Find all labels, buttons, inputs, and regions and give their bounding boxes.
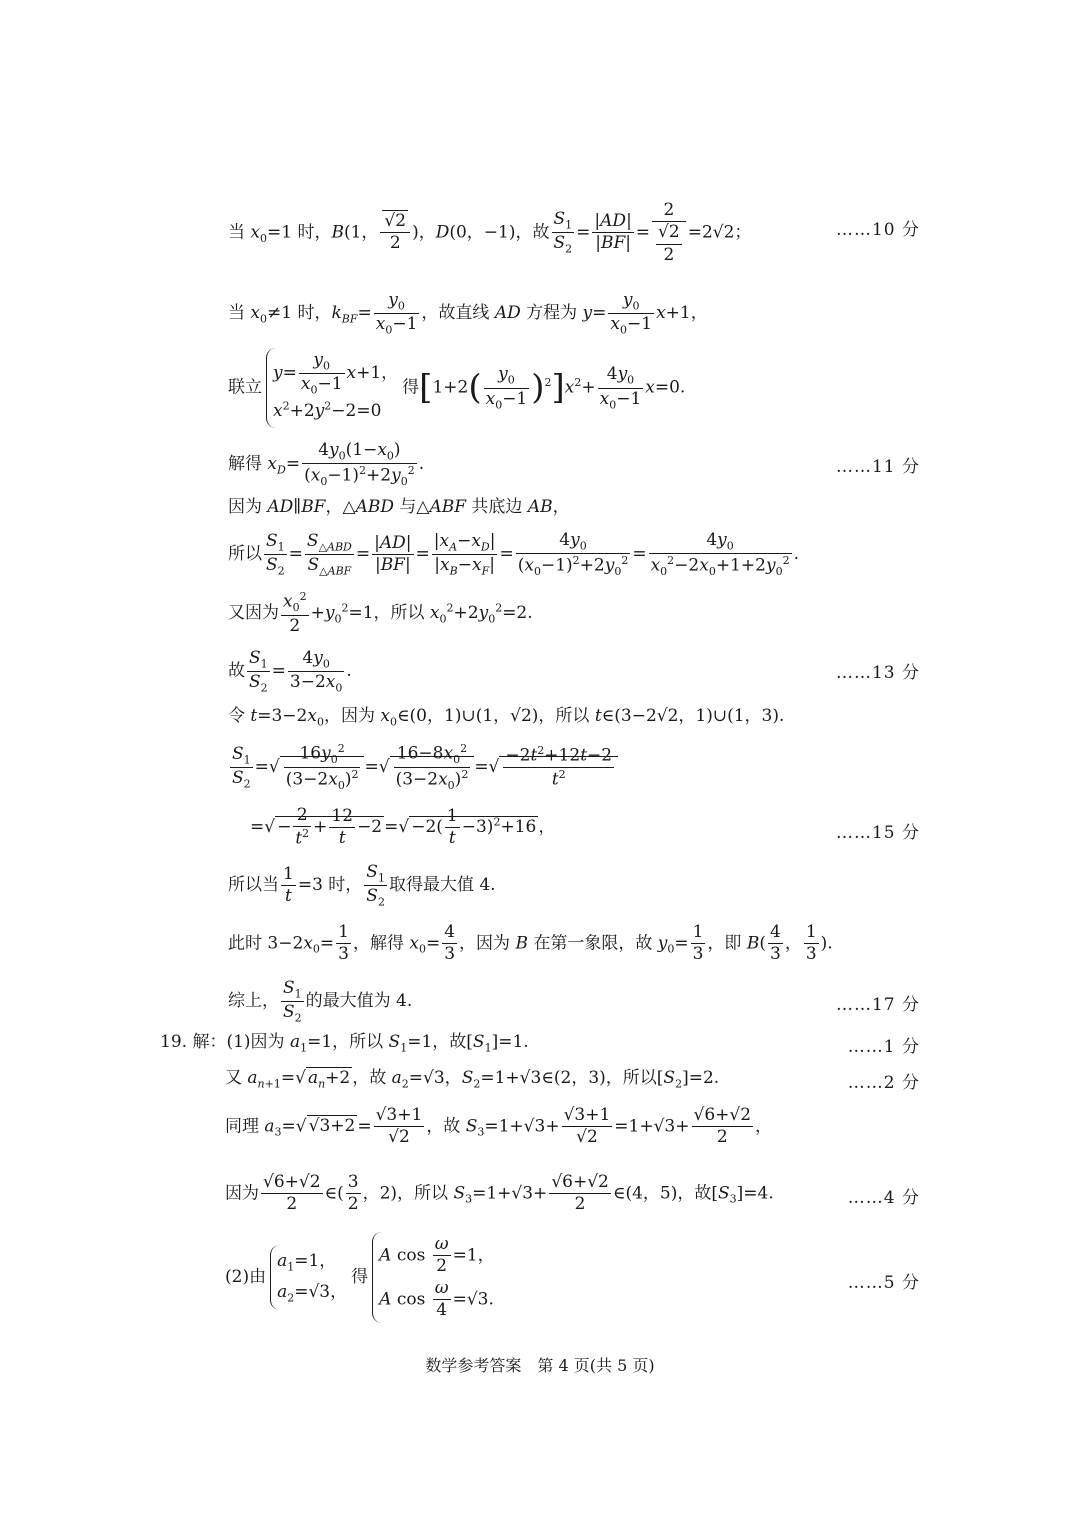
line-19: (2)由 $a_1=1$， $a_2=√3$， 得 A cos $\frac{\omega}{2}$ =1， A cos $\frac{\omega}{4}$ =√3. bbox=[225, 1232, 499, 1323]
line-5: 因为 AD∥BF，△ABD 与△ABF 共底边 AB， bbox=[228, 497, 570, 517]
score-1: ……1 分 bbox=[847, 1037, 920, 1057]
line-7: 又因为 $\frac{x_0^2}{2}$ $+y_0^2=1$，所以 $x_0^2+2y_0^2=2$. bbox=[228, 590, 533, 636]
line-8: 故 $\frac{S_1}{S_2}$ = $\frac{4y_0}{3-2x_0}$ . bbox=[228, 648, 352, 695]
score-17: ……17 分 bbox=[835, 995, 920, 1015]
line-6: 所以 $\frac{S_1}{S_2}$ = $\frac{S_{\triangle ABD}}{S_{\triangle ABF}}$ = $\frac{|AD|}{|BF|}$ = $\frac{|x_A-x_D|}{|x_B-x_F|}$ = $\frac{4y_0}{(x_0-1)^2+2y_0^2}$ = $\frac{4y_0}{x_0^2-2x_0+1+2y_0^2}$ . bbox=[228, 530, 799, 579]
line-9: 令 $t=3-2x_0$，因为 $x_0\in(0$，1)∪(1，√2)，所以 t∈(3−2√2，1)∪(1，3). bbox=[228, 706, 785, 729]
line-11: =√ − $\frac{2}{t^2}$ + $\frac{12}{t}$ −2 =√ −2( $\frac{1}{t}$ −3)$^2$+16 ， bbox=[250, 805, 556, 849]
line-14: 综上， $\frac{S_1}{S_2}$ 的最大值为 4. bbox=[228, 978, 413, 1025]
line-12: 所以当 $\frac{1}{t}$ =3 时， $\frac{S_1}{S_2}$ 取得最大值 4. bbox=[228, 862, 496, 909]
score-10: ……10 分 bbox=[835, 220, 920, 240]
line-13: 此时 $3-2x_0=$ $\frac{1}{3}$ ，解得 $x_0=$ $\frac{4}{3}$ ，因为 B 在第一象限，故 $y_0=$ $\frac{1}{3}$ ，即 B( $\frac{4}{3}$ ， $\frac{1}{3}$ ). bbox=[228, 922, 833, 965]
line-18: 因为 $\frac{√6+√2}{2}$ ∈( $\frac{3}{2}$ ，2)，所以 $S_3=1+√3+$ $\frac{√6+√2}{2}$ ∈(4，5)，故$[S_3]=4$. bbox=[225, 1172, 774, 1215]
score-15: ……15 分 bbox=[835, 823, 920, 843]
line-10: $\frac{S_1}{S_2}$ =√ $\frac{16y_0^2}{(3-2x_0)^2}$ =√ $\frac{16-8x_0^2}{(3-2x_0)^2}$ =√ $\frac{-2t^2+12t-2}{t^2}$ bbox=[228, 742, 618, 793]
score-5: ……5 分 bbox=[847, 1273, 920, 1293]
score-2: ……2 分 bbox=[847, 1073, 920, 1093]
line-16: 又 $a_{n+1}=√$ $a_n+2$ ，故 $a_2=√3$，$S_2=1+√3\in(2$，3)，所以$[S_2]=2$. bbox=[225, 1068, 720, 1091]
line-2: 当 $x_0\ne 1$ 时，$k_{BF}=$ $\frac{y_0}{x_0-1}$ ，故直线 AD 方程为 y= $\frac{y_0}{x_0-1}$ x+1， bbox=[228, 290, 708, 337]
page-footer: 数学参考答案 第 4 页(共 5 页) bbox=[425, 1356, 655, 1375]
score-13: ……13 分 bbox=[835, 663, 920, 683]
line-15: 19. 解：(1)因为 $a_1=1$，所以 $S_1=1$，故$[S_1]=1$. bbox=[160, 1032, 529, 1055]
line-17: 同理 $a_3=√$ √3+2 = $\frac{√3+1}{√2}$ ，故 $S_3=1+√3+$ $\frac{√3+1}{√2}$ =1+√3+ $\frac{√6+√2}{2}$ ， bbox=[225, 1105, 773, 1148]
line-3: 联立 y= $\frac{y_0}{x_0-1}$ x+1， $x^2+2y^2-2=0$ 得[1+2( $\frac{y_0}{x_0-1}$ )$^2]x^2+$ $\frac{4y_0}{x_0-1}$ x=0. bbox=[228, 348, 685, 428]
line-1: 当 $x_0=1$ 时，B(1， $\frac{√2}{2}$ )，D(0，−1)，故 $\frac{S_1}{S_2}$ = $\frac{|AD|}{|BF|}$ = $\frac{2}{\frac{√2}{2}}$ =2√2； bbox=[228, 200, 752, 265]
line-4: 解得 $x_D=$ $\frac{4y_0(1-x_0)}{(x_0-1)^2+2y_0^2}$ . bbox=[228, 440, 425, 489]
score-4: ……4 分 bbox=[847, 1188, 920, 1208]
score-11: ……11 分 bbox=[835, 457, 920, 477]
